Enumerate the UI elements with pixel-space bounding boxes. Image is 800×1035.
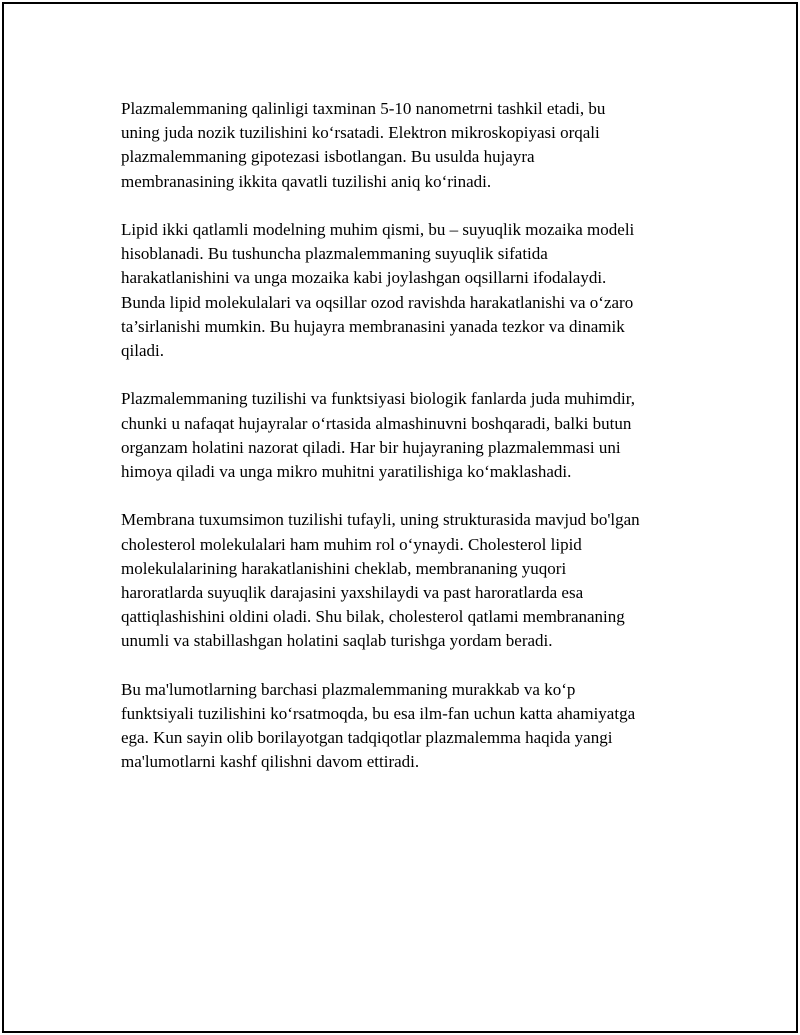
paragraph-5: Bu ma'lumotlarning barchasi plazmalemmaning murakkab va ko‘p funktsiyali tuzilishini ko‘rsatmoqda, bu esa ilm-fan uchun katta ahamiyatga ega. Kun sayin olib borilayotgan tadqiqotlar plazmalemma haqida yangi ma'lumotlarni kashf qilishni davom ettiradi.	[121, 679, 636, 772]
paragraph-1: Plazmalemmaning qalinligi taxminan 5-10 nanometrni tashkil etadi, bu uning juda nozik tuzilishini ko‘rsatadi. Elektron mikroskopiyasi orqali plazmalemmaning gipotezasi isbotlangan. Bu usulda hujayra membranasining ikkita qavatli tuzilishi aniq ko‘rinadi.	[121, 99, 606, 191]
paragraph-3: Plazmalemmaning tuzilishi va funktsiyasi biologik fanlarda juda muhimdir, chunki u nafaqat hujayralar o‘rtasida almashinuvni boshqaradi, balki butun organzam holatini nazorat qiladi. Har bir hujayraning plazmalemmasi uni himoya qiladi va unga mikro muhitni yaratilishiga ko‘maklashadi.	[121, 389, 635, 482]
paragraph-2: Lipid ikki qatlamli modelning muhim qismi, bu – suyuqlik mozaika modeli hisoblanadi. Bu tushuncha plazmalemmaning suyuqlik sifatida harakatlanishini va unga mozaika kabi joylashgan oqsillarni ifodalaydi. Bunda lipid molekulalari va oqsillar ozod ravishda harakatlanishi va o‘zaro ta’sirlanishi mumkin. Bu hujayra membranasini yanada tezkor va dinamik qiladi.	[121, 220, 635, 361]
document-body	[121, 97, 701, 799]
document-page	[2, 2, 798, 1033]
paragraph-4: Membrana tuxumsimon tuzilishi tufayli, uning strukturasida mavjud bo'lgan cholesterol molekulalari ham muhim rol o‘ynaydi. Cholesterol lipid molekulalarining harakatlanishini cheklab, membrananing yuqori haroratlarda suyuqlik darajasini yaxshilaydi va past haroratlarda esa qattiqlashishini oldini oladi. Shu bilak, cholesterol qatlami membrananing unumli va stabillashgan holatini saqlab turishga yordam beradi.	[121, 510, 640, 651]
